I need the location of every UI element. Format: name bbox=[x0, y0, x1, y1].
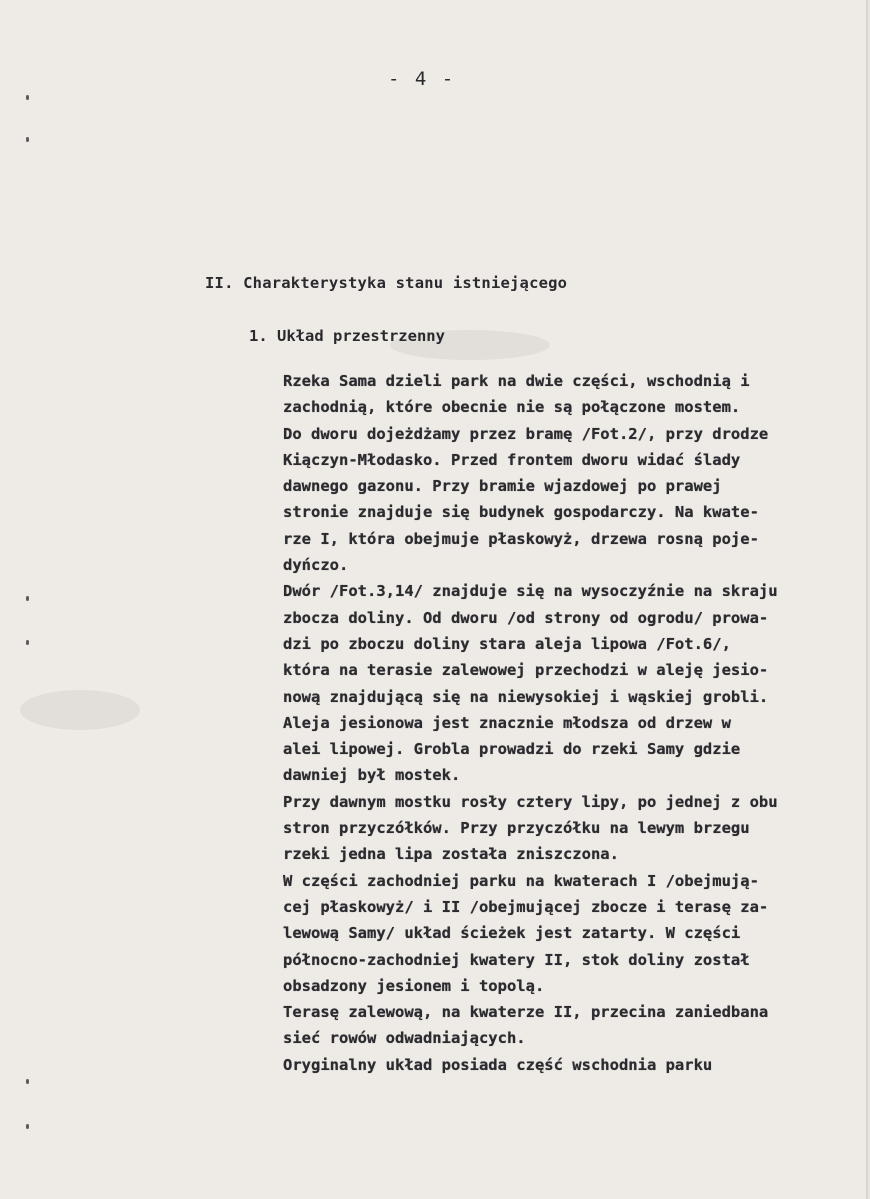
text-line: zbocza doliny. Od dworu /od strony od ogrodu/ prowa- bbox=[283, 608, 769, 627]
text-line: dyńczo. bbox=[283, 556, 349, 575]
margin-mark bbox=[26, 1124, 29, 1129]
text-line: Rzeka Sama dzieli park na dwie części, wschodnią i bbox=[283, 372, 750, 390]
text-line: Kiączyn-Młodasko. Przed frontem dworu widać ślady bbox=[283, 450, 741, 469]
text-line: obsadzony jesionem i topolą. bbox=[283, 976, 545, 995]
section-title: II. Charakterystyka stanu istniejącego bbox=[205, 274, 568, 292]
text-line: która na terasie zalewowej przechodzi w aleję jesio- bbox=[283, 661, 769, 680]
margin-mark bbox=[26, 640, 29, 645]
text-line: W części zachodniej parku na kwaterach I /obejmują- bbox=[283, 871, 759, 890]
text-line: sieć rowów odwadniających. bbox=[283, 1029, 526, 1048]
margin-mark bbox=[26, 137, 29, 142]
text-line: stronie znajduje się budynek gospodarczy. Na kwate- bbox=[283, 503, 759, 522]
text-line: Przy dawnym mostku rosły cztery lipy, po jednej z obu bbox=[283, 792, 778, 811]
margin-mark bbox=[26, 1079, 29, 1084]
text-line: dzi po zboczu doliny stara aleja lipowa /Fot.6/, bbox=[283, 634, 731, 653]
text-line: Do dworu dojeżdżamy przez bramę /Fot.2/, przy drodze bbox=[283, 424, 769, 443]
text-line: cej płaskowyż/ i II /obejmującej zbocze i terasę za- bbox=[283, 897, 769, 916]
text-line: zachodnią, które obecnie nie są połączone mostem. bbox=[283, 398, 741, 417]
body-text bbox=[283, 368, 843, 1078]
text-line: rze I, która obejmuje płaskowyż, drzewa rosną poje- bbox=[283, 529, 759, 548]
text-line: północno-zachodniej kwatery II, stok doliny został bbox=[283, 950, 750, 969]
text-line: lewową Samy/ układ ścieżek jest zatarty. W części bbox=[283, 924, 741, 943]
paper-stain bbox=[20, 690, 140, 730]
text-line: Oryginalny układ posiada część wschodnia parku bbox=[283, 1055, 713, 1074]
text-line: alei lipowej. Grobla prowadzi do rzeki Samy gdzie bbox=[283, 740, 741, 759]
text-line: Aleja jesionowa jest znacznie młodsza od drzew w bbox=[283, 713, 731, 732]
text-line: Dwór /Fot.3,14/ znajduje się na wysoczyźnie na skraju bbox=[283, 582, 778, 601]
subsection-title: 1. Układ przestrzenny bbox=[249, 327, 445, 345]
text-line: dawniej był mostek. bbox=[283, 766, 461, 785]
margin-mark bbox=[26, 95, 29, 100]
margin-mark bbox=[26, 596, 29, 601]
text-line: Terasę zalewową, na kwaterze II, przecina zaniedbana bbox=[283, 1003, 769, 1022]
text-line: stron przyczółków. Przy przyczółku na lewym brzegu bbox=[283, 819, 750, 838]
text-line: nową znajdującą się na niewysokiej i wąskiej grobli. bbox=[283, 687, 769, 706]
page-number: - 4 - bbox=[388, 68, 456, 90]
text-line: dawnego gazonu. Przy bramie wjazdowej po prawej bbox=[283, 477, 722, 496]
text-line: rzeki jedna lipa została zniszczona. bbox=[283, 845, 619, 864]
